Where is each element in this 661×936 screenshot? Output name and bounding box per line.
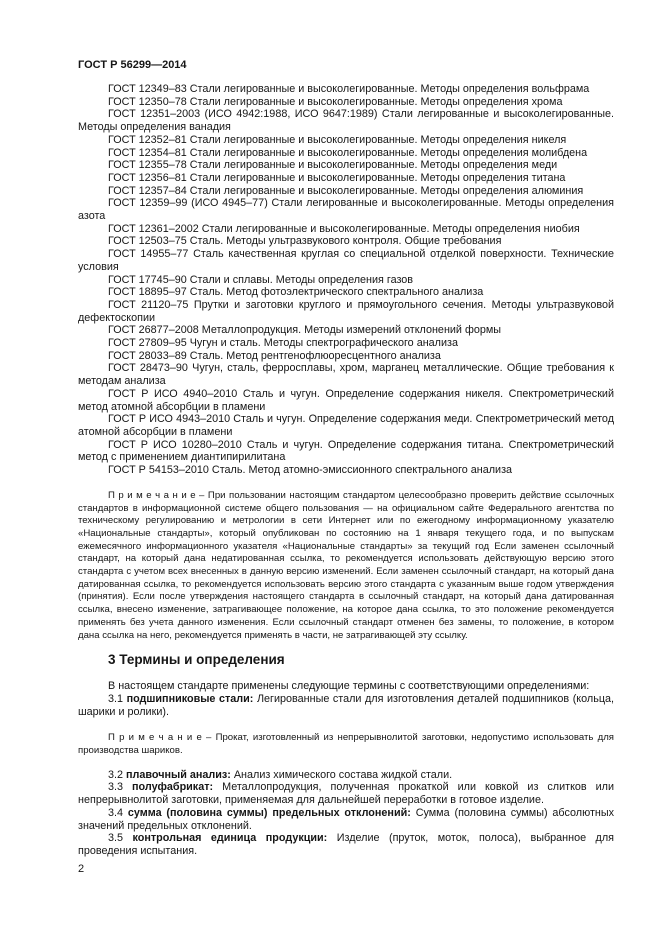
document-id: ГОСТ Р 56299—2014 [78, 59, 187, 71]
term-name: контрольная единица продукции: [132, 832, 328, 845]
reference-item: ГОСТ 21120–75 Прутки и заготовки круглого и прямоугольного сечения. Методы ультразвуковой дефектоскопии [78, 298, 614, 324]
reference-item: ГОСТ 14955–77 Сталь качественная круглая со специальной отделкой поверхности. Технические условия [78, 248, 614, 273]
note-text: При пользовании настоящим стандартом целесообразно проверить действие ссылочных стандартов в информационной системе общего пользования — на официальном сайте Федерального агентства по техническому регулированию и метрологии в сети Интернет или по ежегодному информационному указателю «Национальные стандарты», который опубликован по состоянию на 1 января текущего года, и по выпускам ежемесячного информационного указателя «Национальные стандарты» за текущий год Если заменен ссылочный стандарт, на который дана недатированная ссылка, то рекомендуется использовать действующую версию этого стандарта с учетом всех внесенных в данную версию изменений. Если заменен ссылочный стандарт, на который дана датированная ссылка, то рекомендуется использовать версию этого стандарта с указанным выше годом утверждения (принятия). Если после утверждения настоящего стандарта в ссылочный стандарт, на который дана датированная ссылка, внесено изменение, затрагивающее положение, на которое дана ссылка, то это положение рекомендуется применять без учета данного изменения. Если ссылочный стандарт отменен без замены, то положение, в котором дана ссылка на него, рекомендуется применять в части, не затрагивающей эту ссылку. [78, 489, 614, 641]
reference-item: ГОСТ Р ИСО 10280–2010 Сталь и чугун. Определение содержания титана. Спектрометрический метод с применением диантипирилитана [78, 438, 614, 464]
note-text: Прокат, изготовленный из непрерывнолитой заготовки, недопустимо использовать для производства шариков. [78, 732, 614, 757]
term-name: плавочный анализ: [126, 768, 231, 781]
reference-item: ГОСТ 12356–81 Стали легированные и высоколегированные. Методы определения титана [108, 171, 566, 184]
reference-item: ГОСТ 27809–95 Чугун и сталь. Методы спектрографического анализа [108, 337, 458, 350]
reference-item: ГОСТ 12359–99 (ИСО 4945–77) Стали легированные и высоколегированные. Методы определения азота [78, 197, 614, 223]
reference-item: ГОСТ 12350–78 Стали легированные и высоколегированные. Методы определения хрома [108, 95, 563, 108]
reference-item: ГОСТ 12352–81 Стали легированные и высоколегированные. Методы определения никеля [108, 133, 567, 146]
reference-item: ГОСТ 12355–78 Стали легированные и высоколегированные. Методы определения меди [108, 159, 558, 172]
reference-item: ГОСТ Р ИСО 4940–2010 Сталь и чугун. Определение содержания никеля. Спектрометрический метод атомной абсорбции в пламени [78, 387, 614, 413]
term-definition [78, 769, 614, 782]
term-number: 3.4 [108, 806, 124, 819]
reference-item: ГОСТ 26877–2008 Металлопродукция. Методы измерений отклонений формы [108, 324, 502, 337]
references-note [78, 490, 614, 642]
term-definition [78, 807, 614, 832]
reference-item: ГОСТ 17745–90 Стали и сплавы. Методы определения газов [108, 273, 414, 286]
term-text: Металлопродукция, полученная прокаткой или ковкой из слитков или непрерывнолитой заготовки, применяемая для дальнейшей переработки в готовое изделие. [78, 781, 615, 807]
term-definition [78, 781, 614, 806]
section-heading: 3 Термины и определения [108, 652, 285, 668]
reference-item: ГОСТ 12361–2002 Стали легированные и высоколегированные. Методы определения ниобия [108, 222, 580, 235]
term-text: Изделие (пруток, моток, полоса), выбранное для проведения испытания. [78, 832, 615, 857]
reference-item: ГОСТ 12351–2003 (ИСО 4942:1988, ИСО 9647:1989) Стали легированные и высоколегированные. Методы определения ванадия [78, 108, 614, 134]
note-label: П р и м е ч а н и е – [108, 489, 205, 501]
page-number: 2 [78, 862, 85, 875]
term-definition [78, 693, 614, 718]
reference-item: ГОСТ Р 54153–2010 Сталь. Метод атомно-эмиссионного спектрального анализа [108, 464, 513, 477]
reference-item: ГОСТ 18895–97 Сталь. Метод фотоэлектрического спектрального анализа [108, 286, 484, 299]
reference-item: ГОСТ Р ИСО 4943–2010 Сталь и чугун. Определение содержания меди. Спектрометрический метод атомной абсорбции в пламени [78, 413, 614, 438]
page-content [78, 59, 614, 876]
reference-item: ГОСТ 28033–89 Сталь. Метод рентгенофлюоресцентного анализа [108, 349, 441, 362]
term-number: 3.2 [108, 768, 124, 781]
term-name: полуфабрикат: [132, 781, 214, 794]
reference-item: ГОСТ 12503–75 Сталь. Методы ультразвукового контроля. Общие требования [108, 235, 502, 248]
term-text: Анализ химического состава жидкой стали. [233, 768, 453, 781]
section-intro: В настоящем стандарте применены следующие термины с соответствующими определениями: [108, 680, 590, 693]
term-note [78, 732, 614, 757]
normative-references-list [78, 83, 614, 477]
term-number: 3.5 [108, 832, 124, 845]
term-number: 3.1 [108, 692, 124, 705]
reference-item: ГОСТ 28473–90 Чугун, сталь, ферросплавы, хром, марганец металлические. Общие требования к методам анализа [78, 362, 614, 388]
term-text: Сумма (половина суммы) абсолютных значений предельных отклонений. [78, 806, 615, 832]
term-name: подшипниковые стали: [126, 692, 254, 705]
term-name: сумма (половина суммы) предельных отклонений: [127, 806, 411, 819]
term-definition [78, 832, 614, 857]
reference-item: ГОСТ 12357–84 Стали легированные и высоколегированные. Методы определения алюминия [108, 184, 584, 197]
term-number: 3.3 [108, 781, 124, 794]
term-text: Легированные стали для изготовления деталей подшипников (кольца, шарики и ролики). [78, 692, 615, 718]
note-label: П р и м е ч а н и е – [108, 732, 212, 744]
reference-item: ГОСТ 12354–81 Стали легированные и высоколегированные. Методы определения молибдена [108, 146, 588, 159]
reference-item: ГОСТ 12349–83 Стали легированные и высоколегированные. Методы определения вольфрама [108, 83, 590, 95]
